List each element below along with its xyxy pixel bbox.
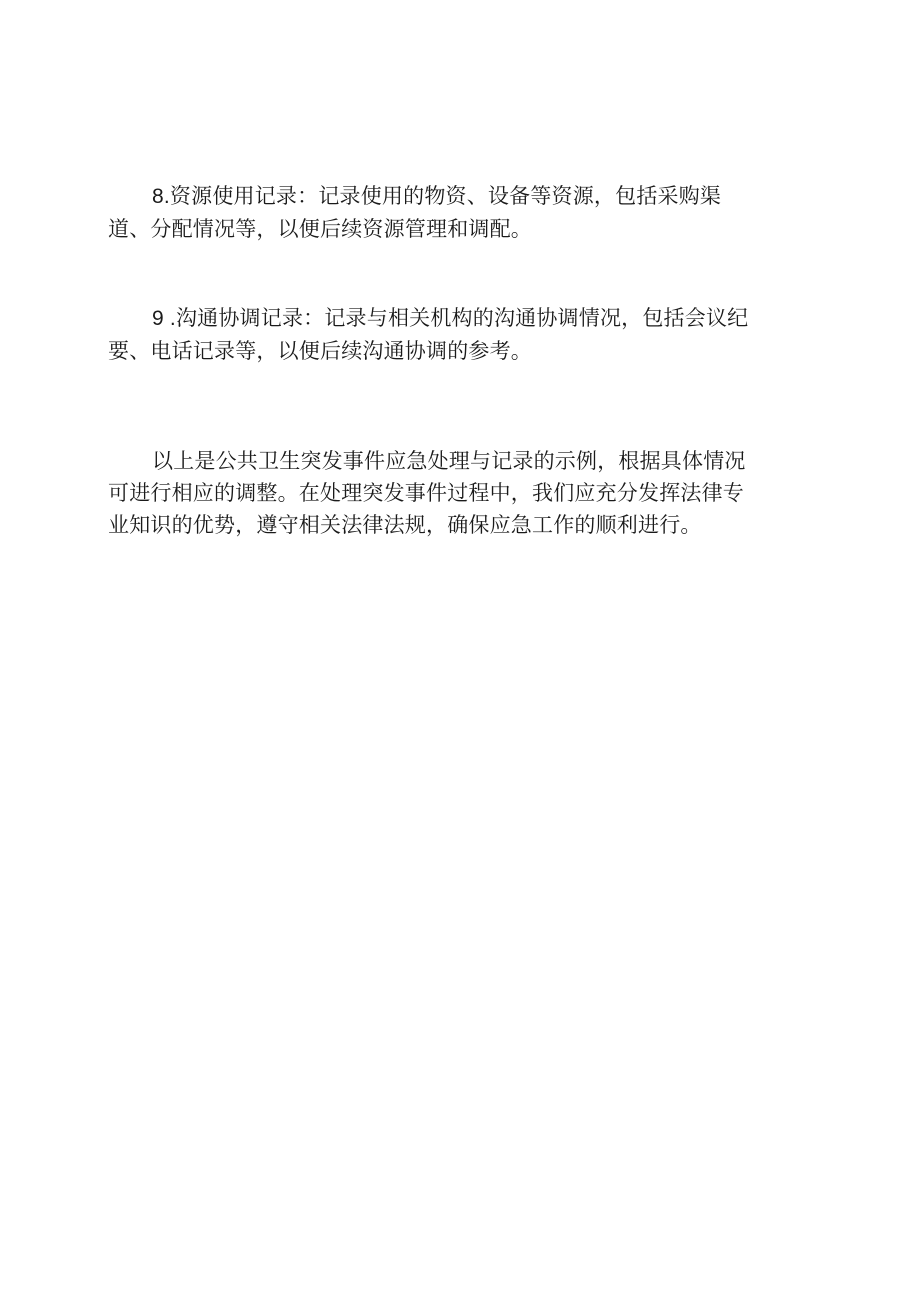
paragraph-line: 道、分配情况等，以便后续资源管理和调配。: [108, 217, 532, 241]
paragraph-item-9: [108, 302, 820, 367]
paragraph-line: [108, 180, 820, 213]
paragraph-line: 可进行相应的调整。在处理突发事件过程中，我们应充分发挥法律专: [108, 481, 744, 505]
paragraph-line: 要、电话记录等，以便后续沟通协调的参考。: [108, 339, 532, 363]
paragraph-line: [108, 302, 820, 335]
paragraph-line: 业知识的优势，遵守相关法律法规，确保应急工作的顺利进行。: [108, 513, 702, 537]
paragraph-conclusion: [108, 445, 820, 541]
line-text: 资源使用记录：记录使用的物资、设备等资源，包括采购渠: [169, 184, 722, 208]
paragraph-line: 以上是公共卫生突发事件应急处理与记录的示例，根据具体情况: [152, 449, 746, 473]
paragraph-item-8: [108, 180, 820, 245]
line-text: 沟通协调记录：记录与相关机构的沟通协调情况，包括会议纪: [175, 306, 749, 330]
item-number: 8.: [152, 185, 170, 208]
item-number: 9 .: [152, 307, 176, 330]
